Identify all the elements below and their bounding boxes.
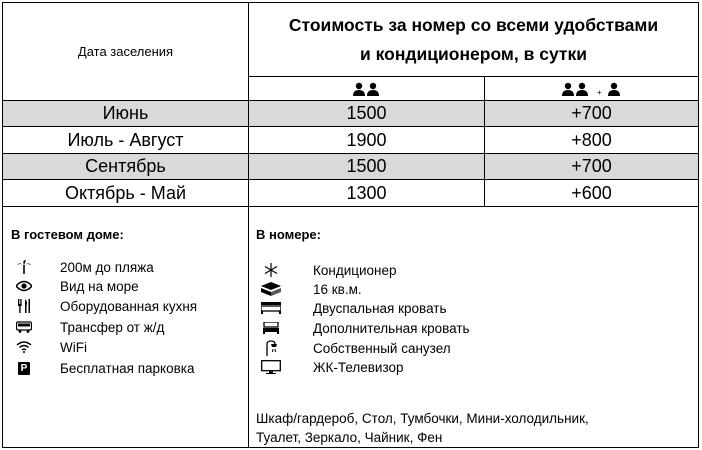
palm-tree-icon [14, 259, 34, 275]
parking-glyph: P [18, 362, 30, 375]
room-double-bed [261, 300, 447, 316]
border-right [698, 2, 699, 448]
amenity-wifi-label: WiFi [60, 339, 87, 355]
room-extra-line1: Шкаф/гардероб, Стол, Тумбочки, Мини-холодильник, [256, 411, 589, 426]
price-header [249, 3, 698, 76]
parking-icon [14, 360, 34, 376]
room-extra-bed [261, 320, 470, 336]
room-ac-label: Кондиционер [313, 262, 397, 278]
month-september: Сентябрь [85, 156, 166, 176]
bus-icon [14, 319, 34, 335]
room-extra-bed-label: Дополнительная кровать [313, 320, 470, 336]
room-area-icon [261, 281, 281, 297]
month-october-may: Октябрь - Май [64, 182, 187, 203]
price-header-line1: Стоимость за номер со всеми удобствами [288, 14, 659, 35]
extra-october-may: +600 [571, 182, 612, 203]
price-june: 1500 [346, 103, 387, 123]
room-tv-label: ЖК-Телевизор [313, 359, 404, 375]
amenity-parking [14, 360, 195, 376]
amenity-beach-label: 200м до пляжа [60, 259, 154, 275]
eye-icon [14, 278, 34, 294]
amenity-sea-view-label: Вид на море [60, 278, 139, 294]
two-persons-icon [249, 77, 484, 100]
price-july-august: 1900 [346, 129, 387, 150]
room-double-bed-label: Двуспальная кровать [313, 300, 447, 316]
room-ac [261, 262, 397, 278]
room-tv [261, 359, 404, 375]
month-july-august: Июль - Август [67, 129, 184, 150]
amenity-parking-label: Бесплатная парковка [60, 360, 195, 376]
room-extra-line2: Туалет, Зеркало, Чайник, Фен [256, 430, 443, 445]
amenity-kitchen-label: Оборудованная кухня [60, 298, 198, 314]
price-october-may: 1300 [346, 182, 387, 203]
single-bed-icon [261, 320, 281, 336]
price-september: 1500 [346, 156, 387, 176]
extra-july-august: +800 [571, 129, 612, 150]
snowflake-icon [261, 262, 281, 278]
room-bathroom-label: Собственный санузел [313, 340, 451, 356]
border-bottom [2, 447, 699, 448]
tv-icon [261, 359, 281, 375]
wifi-icon [14, 339, 34, 355]
amenity-transfer-label: Трансфер от ж/д [60, 319, 165, 335]
room-extra-furnishings [256, 409, 589, 447]
shower-icon [261, 340, 281, 356]
two-plus-one-persons-icon [485, 77, 698, 100]
guesthouse-title: В гостевом доме: [11, 227, 124, 242]
amenity-wifi [14, 339, 87, 355]
room-area-label: 16 кв.м. [313, 281, 362, 297]
cutlery-icon [14, 298, 34, 314]
room-title: В номере: [256, 227, 321, 242]
room-area [261, 281, 362, 297]
amenity-beach [14, 259, 154, 275]
room-bathroom [261, 340, 451, 356]
amenity-transfer [14, 319, 164, 335]
double-bed-icon [261, 300, 281, 316]
divider-h-table-end [2, 206, 699, 207]
date-header: Дата заселения [77, 44, 174, 59]
extra-september: +700 [571, 156, 612, 176]
plus-sign: + [596, 87, 602, 96]
month-june: Июнь [102, 103, 149, 123]
price-header-line2: и кондиционером, в сутки [360, 43, 587, 64]
amenity-kitchen [14, 298, 197, 314]
amenity-sea-view [14, 278, 139, 294]
extra-june: +700 [571, 103, 612, 123]
